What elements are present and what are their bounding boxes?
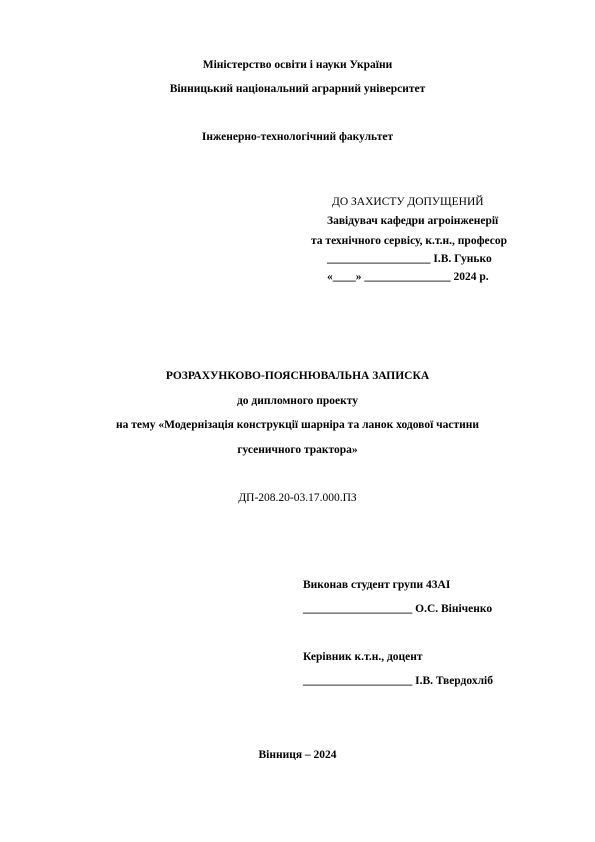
topic-line-2: гусеничного трактора» [237, 444, 358, 456]
university-name: Вінницький національний аграрний університет [169, 83, 426, 95]
approval-title: ДО ЗАХИСТУ ДОПУЩЕНИЙ [332, 196, 484, 208]
performer-signature-line: ___________________ О.С. Вініченко [303, 603, 493, 615]
approval-signature-line: __________________ І.В. Гунько [327, 253, 492, 265]
document-subtitle: до дипломного проекту [236, 395, 358, 407]
supervisor-signature-line: ___________________ І.В. Твердохліб [303, 675, 493, 687]
faculty-name: Інженерно-технологічний факультет [201, 131, 394, 143]
approval-date-line: «____» _______________ 2024 р. [327, 271, 489, 283]
ministry-name: Міністерство освіти і науки України [202, 59, 393, 71]
document-title: РОЗРАХУНКОВО-ПОЯСНЮВАЛЬНА ЗАПИСКА [165, 370, 430, 382]
topic-line-1: на тему «Модернізація конструкції шарніра та ланок ходової частини [115, 419, 480, 431]
approval-position-line2: та технічного сервісу, к.т.н., професор [311, 235, 508, 247]
document-code: ДП-208.20-03.17.000.ПЗ [238, 492, 357, 504]
supervisor-label: Керівник к.т.н., доцент [303, 651, 423, 663]
approval-position-line1: Завідувач кафедри агроінженерії [327, 215, 499, 227]
performer-label: Виконав студент групи 43АІ [303, 579, 451, 591]
city-year: Вінниця – 2024 [258, 749, 337, 761]
